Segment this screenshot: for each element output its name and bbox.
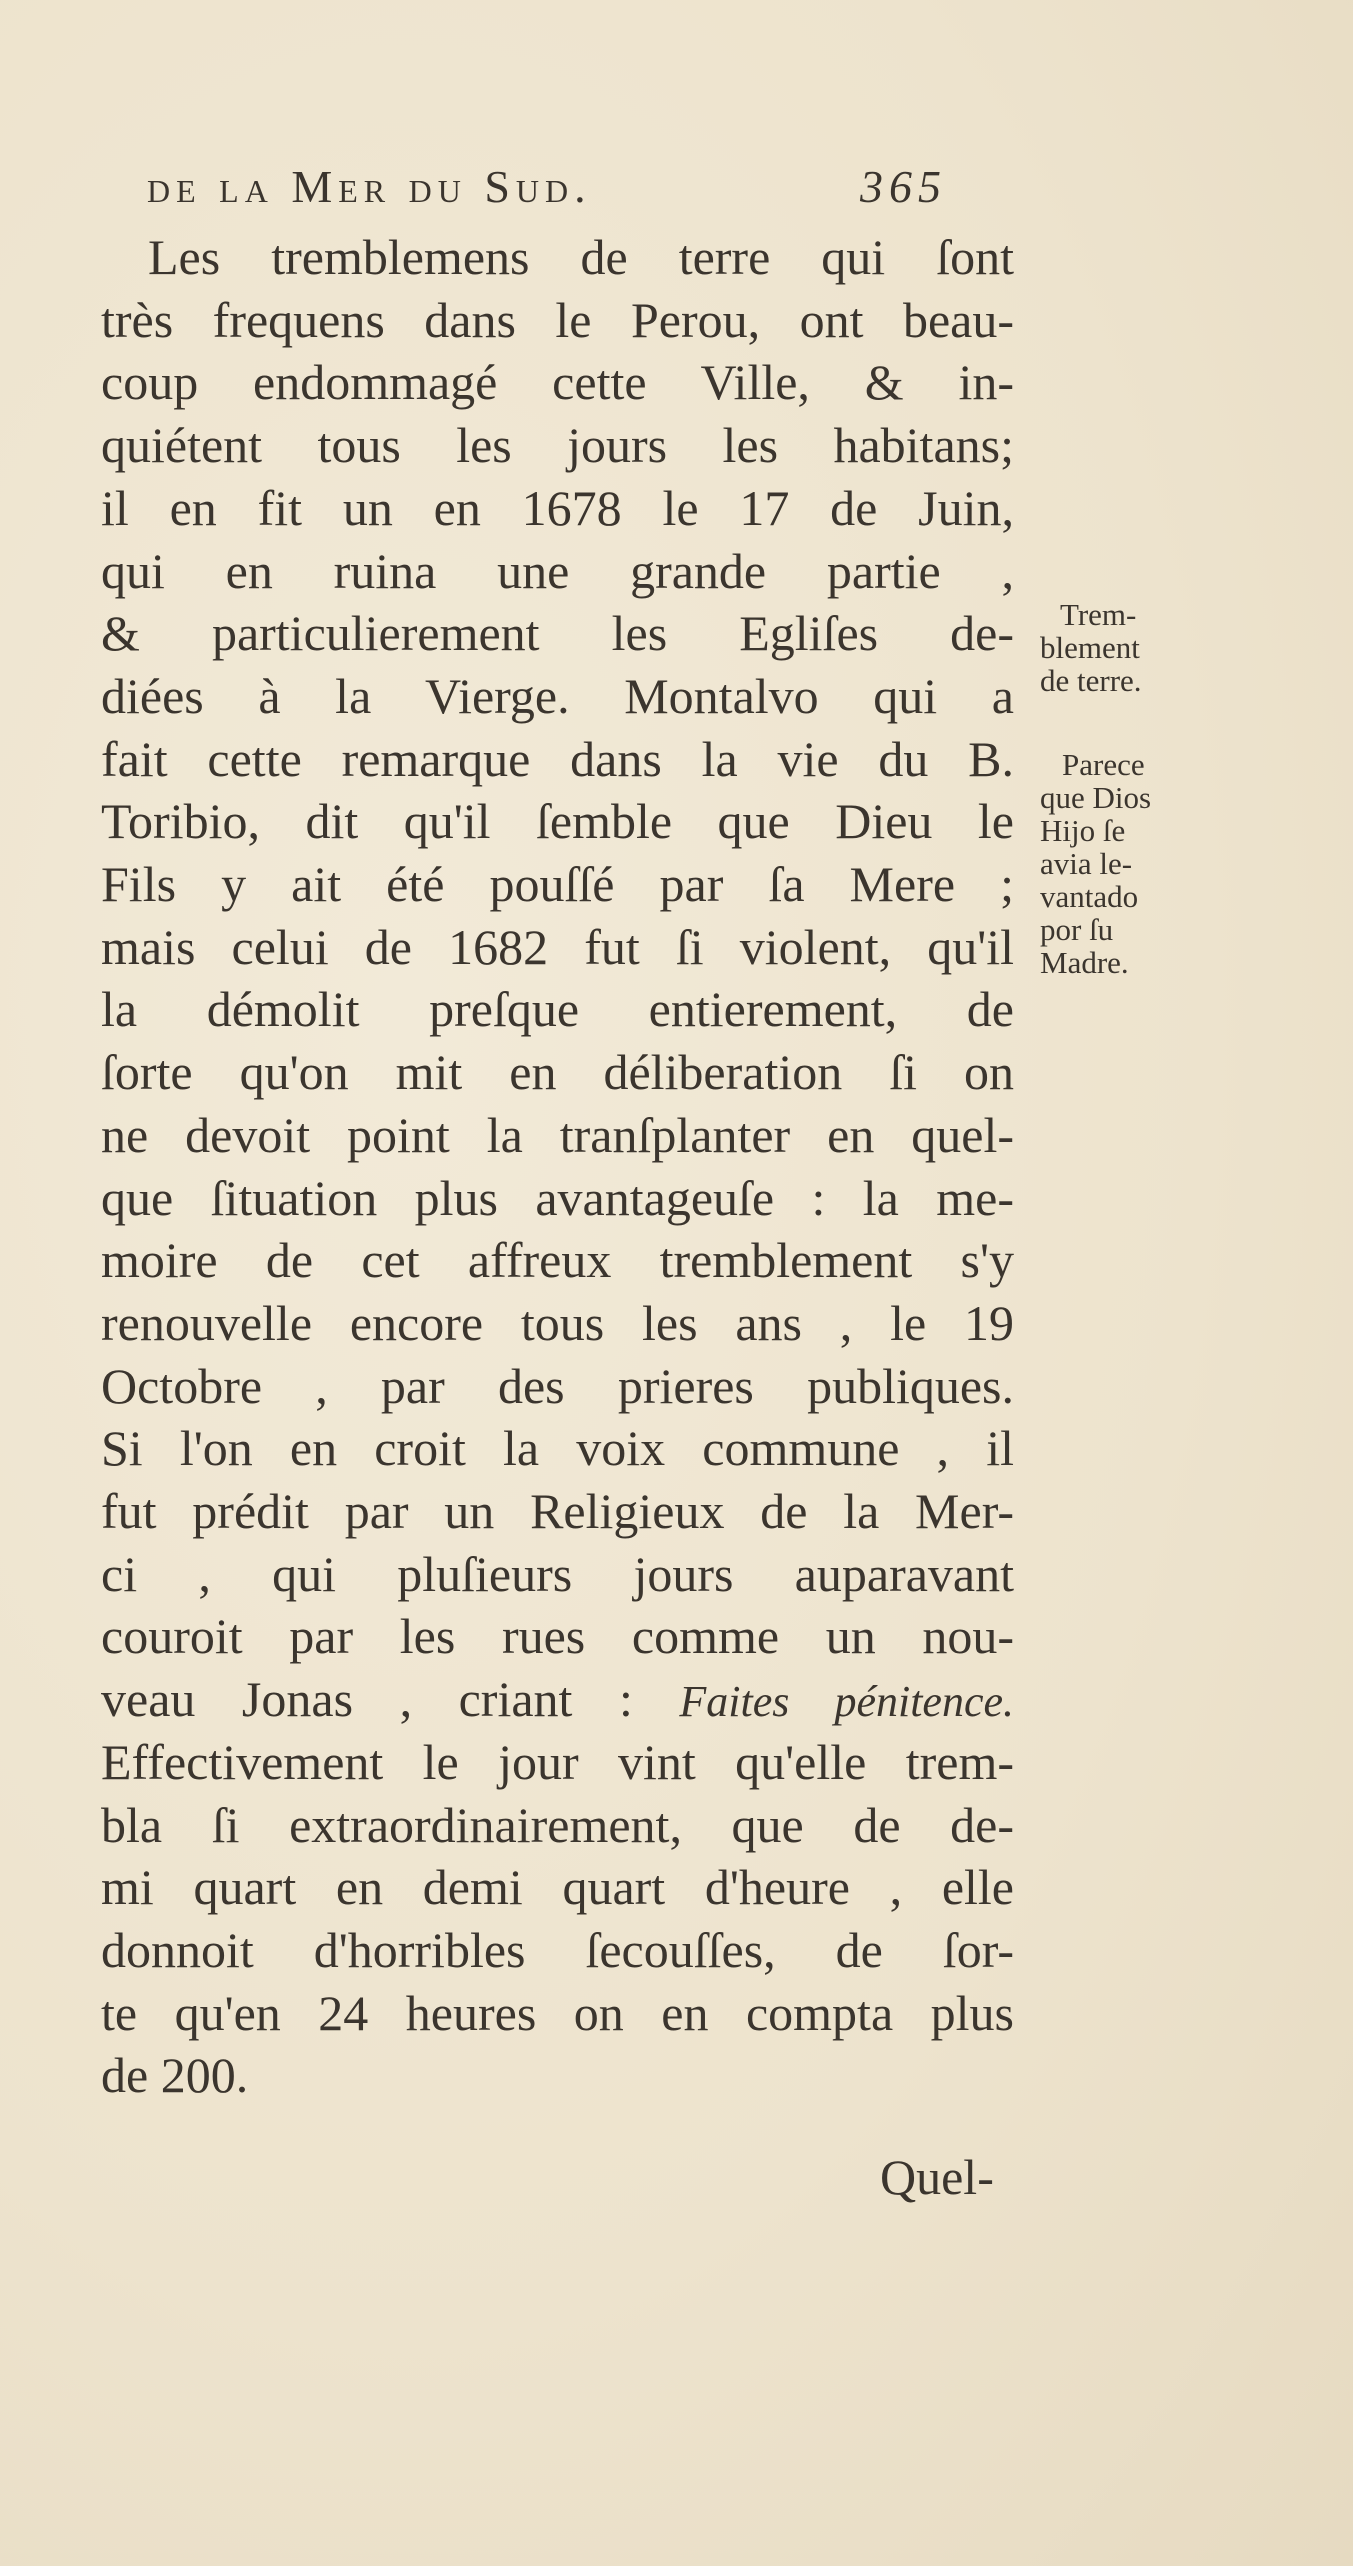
line-text: bla ſi extraordinairement, que de de- bbox=[101, 1796, 1014, 1853]
text-line bbox=[101, 602, 1014, 664]
line-text: Les tremblemens de terre qui ſont bbox=[148, 229, 1014, 285]
margin-note bbox=[1040, 598, 1142, 697]
text-line bbox=[101, 1543, 1014, 1605]
text-line bbox=[101, 540, 1014, 602]
line-text: Effectivement le jour vint qu'elle trem- bbox=[101, 1733, 1014, 1790]
line-text: coup endommagé cette Ville, & in- bbox=[101, 354, 1014, 411]
margin-note-line: que Dios bbox=[1040, 780, 1152, 815]
line-text: très frequens dans le Perou, ont beau- bbox=[101, 291, 1014, 348]
page-number: 365 bbox=[860, 161, 947, 212]
text-line bbox=[148, 226, 1014, 288]
line-text: renouvelle encore tous les ans , le 19 bbox=[101, 1294, 1014, 1351]
line-text: que ſituation plus avantageuſe : la me- bbox=[101, 1169, 1014, 1226]
text-line bbox=[101, 1041, 1014, 1103]
text-line bbox=[101, 853, 1014, 915]
line-text: donnoit d'horribles ſecouſſes, de ſor- bbox=[101, 1921, 1014, 1978]
italic-phrase: Faites pénitence. bbox=[679, 1677, 1015, 1727]
line-text: couroit par les rues comme un nou- bbox=[101, 1608, 1014, 1665]
running-title: de la Mer du Sud. bbox=[147, 161, 592, 212]
line-text: Si l'on en croit la voix commune , il bbox=[101, 1420, 1014, 1477]
text-line bbox=[101, 414, 1014, 476]
text-line bbox=[101, 1480, 1014, 1542]
text-line bbox=[101, 1605, 1014, 1667]
text-line bbox=[101, 2044, 1014, 2106]
text-line bbox=[101, 1794, 1014, 1856]
line-text: & particulierement les Egliſes de- bbox=[101, 605, 1014, 662]
text-line bbox=[101, 1731, 1014, 1793]
text-line bbox=[101, 1229, 1014, 1291]
margin-note-line: Madre. bbox=[1040, 945, 1129, 980]
line-text: fut prédit par un Religieux de la Mer- bbox=[101, 1483, 1014, 1539]
line-text: diées à la Vierge. Montalvo qui a bbox=[101, 667, 1014, 724]
line-text: quiétent tous les jours les habitans; bbox=[101, 417, 1014, 474]
line-text: ne devoit point la tranſplanter en quel- bbox=[101, 1106, 1014, 1163]
line-text: mi quart en demi quart d'heure , elle bbox=[101, 1859, 1014, 1916]
margin-note-line: blement bbox=[1040, 630, 1140, 665]
line-text: Octobre , par des prieres publiques. bbox=[101, 1357, 1014, 1414]
text-line bbox=[101, 1856, 1014, 1918]
text-line bbox=[101, 978, 1014, 1040]
margin-note-line: Hijo ſe bbox=[1040, 813, 1126, 848]
catchword: Quel- bbox=[880, 2149, 994, 2205]
text-line bbox=[101, 477, 1014, 539]
line-text: mais celui de 1682 fut ſi violent, qu'il bbox=[101, 918, 1014, 975]
text-line bbox=[101, 1919, 1014, 1981]
line-text: la démolit preſque entierement, de bbox=[101, 981, 1014, 1038]
margin-note-line: avia le- bbox=[1040, 846, 1133, 881]
text-line bbox=[101, 665, 1014, 727]
text-line bbox=[101, 1668, 1014, 1730]
text-line bbox=[101, 1417, 1014, 1479]
margin-note-line: vantado bbox=[1040, 879, 1139, 914]
line-text: Toribio, dit qu'il ſemble que Dieu le bbox=[101, 793, 1014, 850]
margin-note-line: por ſu bbox=[1040, 912, 1114, 947]
text-line bbox=[101, 351, 1014, 413]
line-text: veau Jonas , criant : bbox=[101, 1671, 633, 1728]
line-text: qui en ruina une grande partie , bbox=[101, 542, 1014, 599]
running-header bbox=[147, 160, 947, 220]
text-line bbox=[101, 790, 1014, 852]
line-text: ci , qui pluſieurs jours auparavant bbox=[101, 1545, 1014, 1602]
line-text: de 200. bbox=[101, 2047, 249, 2104]
margin-note bbox=[1040, 748, 1151, 979]
margin-note-line: Trem- bbox=[1060, 597, 1137, 632]
text-line bbox=[101, 728, 1014, 790]
text-line bbox=[101, 916, 1014, 978]
margin-note-line: de terre. bbox=[1040, 663, 1142, 698]
text-line bbox=[101, 1104, 1014, 1166]
text-line bbox=[101, 1167, 1014, 1229]
line-text: il en fit un en 1678 le 17 de Juin, bbox=[101, 479, 1014, 536]
text-line bbox=[101, 1355, 1014, 1417]
line-text: moire de cet affreux tremblement s'y bbox=[101, 1232, 1014, 1289]
line-text: fait cette remarque dans la vie du B. bbox=[101, 730, 1014, 787]
text-line bbox=[101, 289, 1014, 351]
text-line bbox=[101, 1982, 1014, 2044]
text-line bbox=[101, 1292, 1014, 1354]
line-text: ſorte qu'on mit en déliberation ſi on bbox=[101, 1044, 1014, 1101]
line-text: te qu'en 24 heures on en compta plus bbox=[101, 1984, 1014, 2041]
margin-note-line: Parece bbox=[1062, 747, 1145, 782]
line-text: Fils y ait été pouſſé par ſa Mere ; bbox=[101, 856, 1014, 912]
